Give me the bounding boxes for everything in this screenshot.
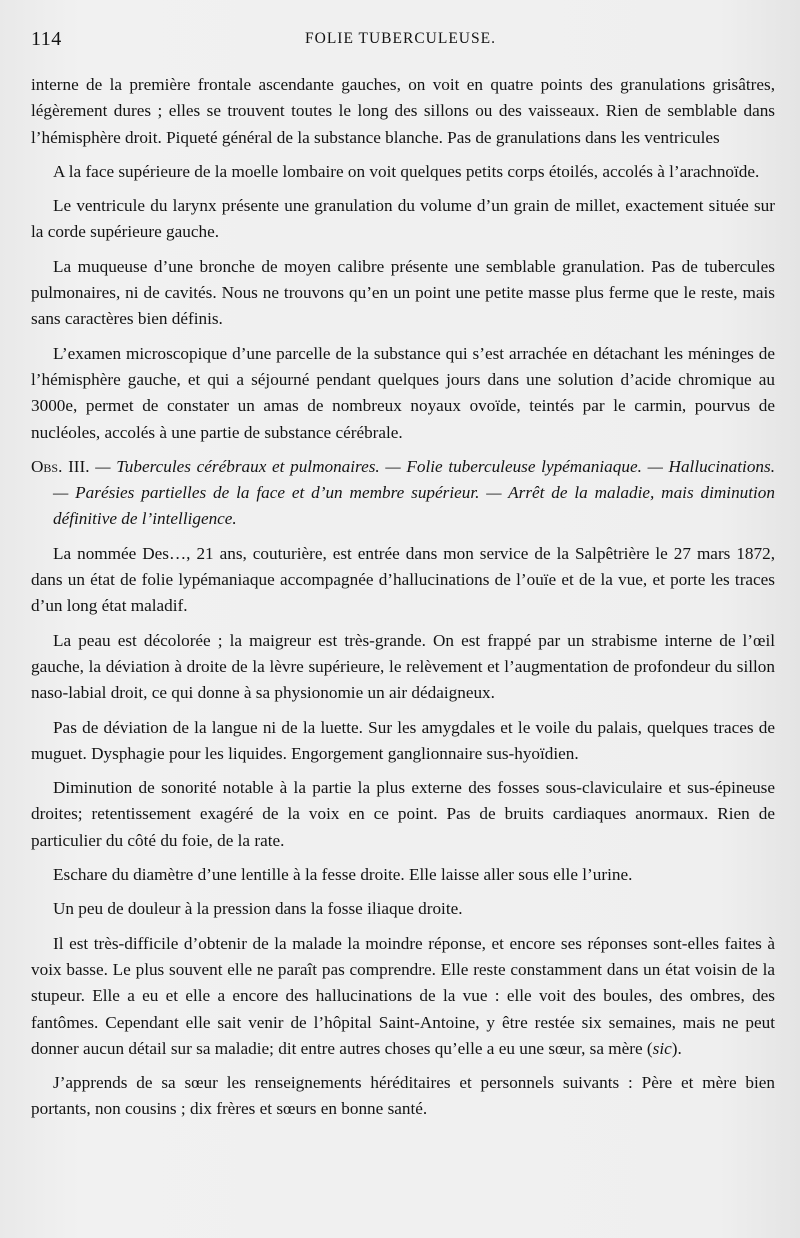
paragraph-sonorite: Diminution de sonorité notable à la partie la plus externe des fosses sous-claviculaire et sus-épineuse droites; retentissement exagéré de la voix en ce point. Pas de bruits cardiaques anormaux. Rien de particulier du côté du foie, de la rate. [31,778,775,850]
hallucinations-text-end: ). [671,1038,682,1058]
running-title: FOLIE TUBERCULEUSE. [305,30,496,47]
sic-annotation: sic [652,1038,672,1058]
hallucinations-text: Il est très-difficile d’obtenir de la malade la moindre réponse, et encore ses réponses sont-elles faites à voix basse. Le plus souvent elle ne paraît pas comprendre. Elle reste constamment dans un état voisin de la stupeur. Elle a eu et elle a encore des hallucinations de la vue : elle voit des boules, des ombres, des fantômes. Cependant elle sait venir de l’hôpital Saint-Antoine, y être restée six semaines, mais ne peut donner aucun détail sur sa maladie; dit entre autres choses qu’elle a eu une sœur, sa mère ( [31,933,775,1058]
page-number: 114 [31,28,62,50]
observation-title: — Tubercules cérébraux et pulmonaires. — Folie tuberculeuse lypémaniaque. — Hallucinations. — Parésies partielles de la face et d’un membre supérieur. — Arrêt de la maladie, mais diminution définitive de l’intelligence. [53,456,776,529]
paragraph-hallucinations [31,931,775,1062]
paragraph-moelle: A la face supérieure de la moelle lombaire on voit quelques petits corps étoilés, accolés à l’arachnoïde. [53,161,760,181]
body-text [31,72,775,1131]
paragraph-peau: La peau est décolorée ; la maigreur est très-grande. On est frappé par un strabisme interne de l’œil gauche, la déviation à droite de la lèvre supérieure, le relèvement et l’augmentation de profondeur du sillon naso-labial droit, ce qui donne à sa physionomie un air dédaigneux. [31,630,775,703]
paragraph-eschare: Eschare du diamètre d’une lentille à la fesse droite. Elle laisse aller sous elle l’urine. [53,865,633,885]
paragraph-douleur: Un peu de douleur à la pression dans la fosse iliaque droite. [53,899,463,919]
paragraph-microscopique: L’examen microscopique d’une parcelle de la substance qui s’est arrachée en détachant les méninges de l’hémisphère gauche, et qui a séjourné pendant quelques jours dans une solution d’acide chromique au 3000e, permet de constater un amas de nombreux noyaux ovoïde, teintés par le carmin, pourvus de nucléoles, accolés à une partie de substance cérébrale. [31,343,775,442]
paragraph-admission: La nommée Des…, 21 ans, couturière, est entrée dans mon service de la Salpêtrière le 27 mars 1872, dans un état de folie lypémaniaque accompagnée d’hallucinations de l’ouïe et de la vue, et porte les traces d’un long état maladif. [31,543,775,616]
paragraph-continued: interne de la première frontale ascendante gauches, on voit en quatre points des granulations grisâtres, légèrement dures ; elles se trouvent toutes le long des sillons ou des vaisseaux. Rien de semblable dans l’hémisphère droit. Piqueté général de la substance blanche. Pas de granulations dans les ventricules [31,75,775,147]
paragraph-bronche: La muqueuse d’une bronche de moyen calibre présente une semblable granulation. Pas de tubercules pulmonaires, ni de cavités. Nous ne trouvons qu’en un point une petite masse plus ferme que le reste, mais sans caractères bien définis. [31,256,775,329]
observation-label: Obs. III. [31,456,90,476]
observation-heading [31,454,775,533]
page-header [31,28,770,54]
paragraph-renseignements: J’apprends de sa sœur les renseignements héréditaires et personnels suivants : Père et mère bien portants, non cousins ; dix frères et sœurs en bonne santé. [31,1073,775,1119]
paragraph-langue: Pas de déviation de la langue ni de la luette. Sur les amygdales et le voile du palais, quelques traces de muguet. Dysphagie pour les liquides. Engorgement ganglionnaire sus-hyoïdien. [31,717,775,763]
paragraph-larynx: Le ventricule du larynx présente une granulation du volume d’un grain de millet, exactement située sur la corde supérieure gauche. [31,196,775,242]
